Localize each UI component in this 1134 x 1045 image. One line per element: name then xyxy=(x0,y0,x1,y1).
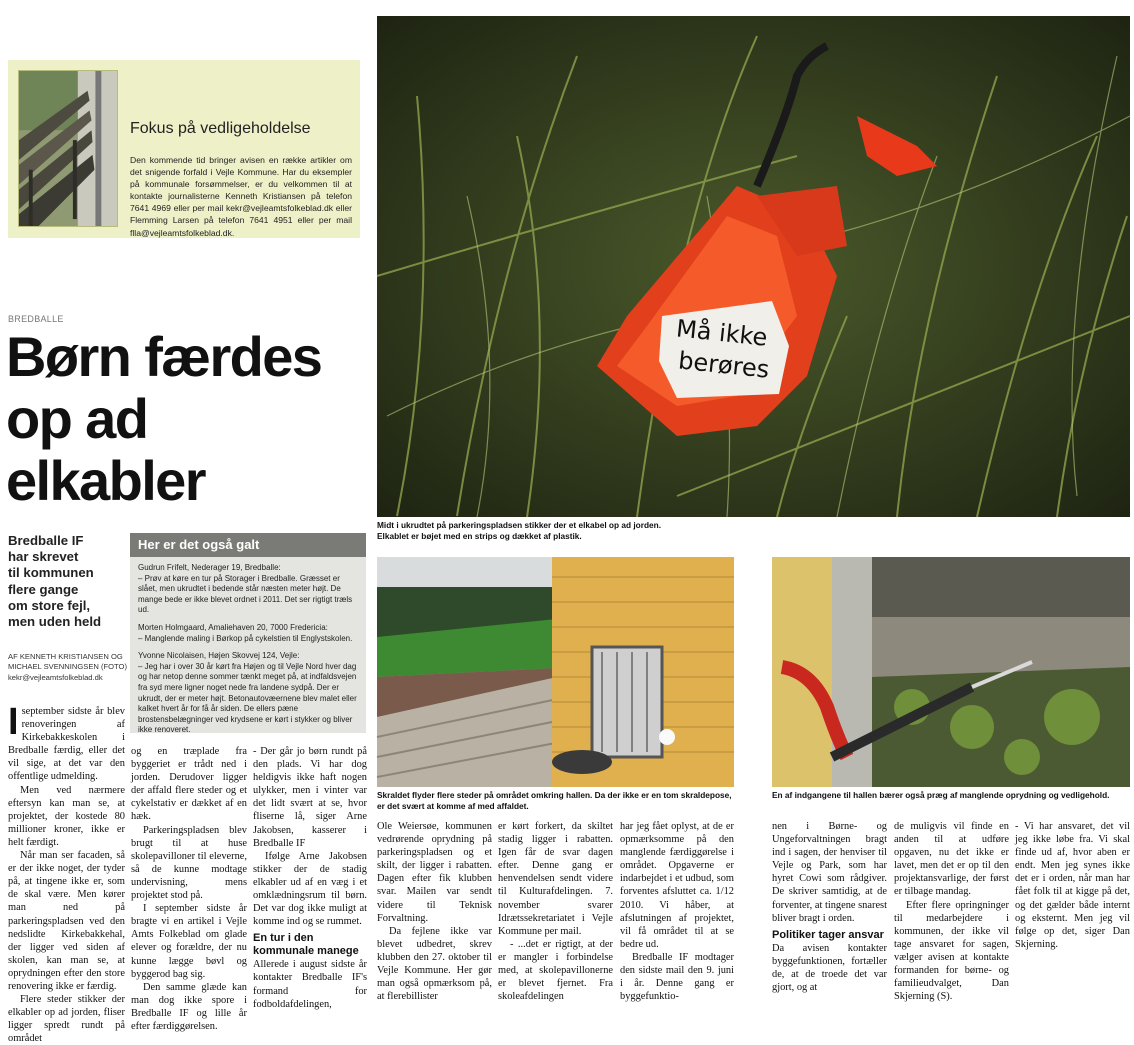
byline-authors: AF KENNETH KRISTIANSEN OG xyxy=(8,652,123,661)
headline xyxy=(6,326,366,512)
sidebar-title: Her er det også galt xyxy=(130,533,366,557)
article-paragraph: Bredballe IF modtager den sidste mail den 9. juni i år. Denne gang er byggefunktio- xyxy=(620,951,734,1003)
article-paragraph: og en træplade fra byggeriet er trådt ned i jorden. Derudover ligger der affald flere steder og et cykelstativ er dækket af en hæk. xyxy=(131,746,247,823)
sidebar-entry xyxy=(138,563,358,616)
main-photo xyxy=(377,16,1130,517)
main-photo-caption xyxy=(377,520,1130,542)
byline-email: kekr@vejleamtsfolkeblad.dk xyxy=(8,672,103,682)
caption-line: Midt i ukrudtet på parkeringspladsen stikker der et elkabel op ad jorden. xyxy=(377,520,662,530)
sidebar-box xyxy=(130,533,366,733)
section-label: BREDBALLE xyxy=(8,314,64,324)
article-paragraph: Den samme glæde kan man dog ikke spore i Bredballe IF og lille år efter færdiggørelsen. xyxy=(131,981,247,1032)
article-paragraph: Ole Weiersøe, kommunen vedrørende oprydning på parkeringspladsen og et skilt, der ligger i rabatten. Dagen efter fik klubben svar. Mailen var sendt videre til Teknisk Forvaltning. xyxy=(377,821,492,924)
article-column-5 xyxy=(498,820,613,1003)
article-paragraph: Efter flere opringninger til medarbejdere i kommunen, der ikke vil tage ansvaret for sagen, vælger avisen at kontakte formanden for børne- og familieudvalget, Dan Skjerning (S). xyxy=(894,899,1009,1003)
byline-photo: MICHAEL SVENNINGSEN (FOTO) xyxy=(8,662,127,672)
sidebar-entry xyxy=(138,623,358,644)
article-paragraph: Flere steder stikker der elkabler op ad jorden, fliser ligger spredt rundt på området xyxy=(8,994,125,1045)
sign-text-line1: Må ikke xyxy=(674,314,769,352)
caption-line: er det svært at komme af med affaldet. xyxy=(377,801,529,811)
article-paragraph: Da fejlene ikke var blevet udbedret, skrev klubben den 27. oktober til Vejle Kommune. Her gør man også opmærksom på, at flerebillister xyxy=(377,925,492,1003)
sidebar-entry-text: – Prøv at køre en tur på Storager i Bredballe. Græsset er slået, men ukrudtet i bedende står næsten meter højt. De mange bede er ikke blevet ordnet i 2011. Det ser rigtigt træls ud. xyxy=(138,573,353,615)
article-paragraph: - Vi har ansvaret, det vil jeg ikke løbe fra. Vi skal finde ud af, hvor aben er endt. Men jeg synes ikke det er i orden, når man har fået folk til at kigge på det, og det gælder både internt og eksternt. Men jeg vil følge op det, siger Dan Skjerning. xyxy=(1015,821,1130,950)
sidebar-entry xyxy=(138,651,358,736)
article-paragraph: september sidste år blev renoveringen af Kirkebakkeskolen i Bredballe færdig, eller det vil sige, at det var den offentlige udmelding. xyxy=(8,706,125,783)
article-column-4 xyxy=(377,820,492,1003)
trash-photo xyxy=(377,557,734,787)
subhead-line: har skrevet xyxy=(8,549,79,565)
subhead-line: om store fejl, xyxy=(8,597,91,613)
article-column-6 xyxy=(620,820,734,1003)
article-column-2 xyxy=(131,745,247,1032)
article-column-8 xyxy=(894,820,1009,1003)
article-paragraph: - Der går jo børn rundt på den plads. Vi har dog heldigvis ikke haft nogen ulykker, men i vinter var det lidt svært at se, hvor fliserne lå, siger Arne Jakobsen, kasserer i Bredballe IF xyxy=(253,746,367,849)
article-paragraph: I september sidste år bragte vi en artikel i Vejle Amts Folkeblad om glade elever og forældre, der nu kunne lægge bøvl og byggerod bag sig. xyxy=(131,903,247,980)
headline-line: elkabler xyxy=(6,449,205,512)
article-paragraph: har jeg fået oplyst, at de er opmærksomme på den manglende færdiggørelse i området. Opgaverne er indarbejdet i et udbud, som forventes afsluttet ca. 1/12 2010. Vi håber, at afslutningen af projektet, vil få området til at se bedre ud. xyxy=(620,821,734,950)
sidebar-entry-name: Gudrun Frifelt, Nederager 19, Bredballe: xyxy=(138,563,281,572)
subhead-line: men uden held xyxy=(8,614,102,630)
article-column-9 xyxy=(1015,820,1130,960)
headline-line: Børn færdes xyxy=(6,325,322,388)
focus-box-title: Fokus på vedligeholdelse xyxy=(130,120,311,137)
subhead-line: Bredballe IF xyxy=(8,533,84,548)
sidebar-entry-name: Morten Holmgaard, Amaliehaven 20, 7000 Fredericia: xyxy=(138,622,328,632)
article-paragraph: Når man ser facaden, så er der ikke noget, der tyder på, at tingene ikke er, som de skal være. Men kører man ned på parkeringspladsen ved den nedslidte Kirkebakkehal, der ligger ved siden af skolen, kan man se, at oprydningen efter den store renovering ikke er færdig. xyxy=(8,850,125,992)
bench-photo xyxy=(18,70,118,227)
caption-line: Elkablet er bøjet med en strips og dækket af plastik. xyxy=(377,531,582,541)
sign-text-line2: berøres xyxy=(677,346,771,384)
article-paragraph: nen i Børne- og Ungeforvaltningen bragt ind i sagen, der henviser til Vejle og Park, som har hyret Cowi som rådgiver. De skriver samtidig, at de forventer, at tingene snarest bliver bragt i orden. xyxy=(772,821,887,924)
article-column-7 xyxy=(772,820,887,994)
article-paragraph: Allerede i august sidste år kontakter Bredballe IF's formand for fodboldafdelingen, xyxy=(253,959,367,1010)
article-paragraph: Ifølge Arne Jakobsen stikker der de stadig elkabler ud af en væg i et omklædningsrum til børn. Det var dog ikke muligt at komme ind og se rummet. xyxy=(253,850,367,928)
dropcap: I xyxy=(8,701,19,743)
subhead xyxy=(8,533,128,630)
sidebar-entry-name: Yvonne Nicolaisen, Højen Skovvej 124, Vejle: xyxy=(138,651,300,661)
article-paragraph: Parkeringspladsen blev brugt til at huse skolepavilloner til eleverne, så de kunne modtage undervisning, mens projektet stod på. xyxy=(131,824,247,902)
entrance-photo-caption xyxy=(772,790,1130,801)
article-paragraph: er kørt forkert, da skiltet stadig ligger i rabatten. Igen får de svar dagen efter. Denne gang er henvendelsen sendt videre til Kulturafdelingen. 7. november svarer Idrætssekretariatet i Vejle Kommune per mail. xyxy=(498,821,613,937)
subhead-line: til kommunen xyxy=(8,565,94,581)
article-subheading: Politiker tager ansvar xyxy=(772,928,884,941)
sidebar-entry-text: – Manglende maling i Børkop på cykelstien til Englystskolen. xyxy=(138,633,353,643)
article-paragraph: Men ved nærmere eftersyn kan man se, at projektet, der kostede 80 millioner kroner, ikke er helt færdigt. xyxy=(8,784,125,848)
article-paragraph: Da avisen kontakter byggefunktionen, fortæller de, at de troede det var gjort, og at xyxy=(772,942,887,994)
byline xyxy=(8,652,127,683)
article-paragraph: de muligvis vil finde en anden til at udføre opgaven, nu det ikke er lavet, men det er op til den projektansvarlige, der først er tilbage mandag. xyxy=(894,821,1009,898)
focus-box-text: Den kommende tid bringer avisen en række artikler om det snigende forfald i Vejle Kommune. Har du eksempler på kommunale forsømmelser, er du velkommen til at kontakte journalisterne Kenneth Kristiansen på telefon 7641 4969 eller per mail kekr@vejleamtsfolkeblad.dk eller Flemming Larsen på telefon 7641 4951 eller per mail flla@vejleamtsfolkeblad.dk. xyxy=(130,155,352,238)
caption-line: Skraldet flyder flere steder på området omkring hallen. Da der ikke er en tom skraldepose, xyxy=(377,790,732,800)
article-paragraph: - ...det er rigtigt, at der er mangler i forbindelse med, at skolepavillonerne er blevet fjernet. Fra skoleafdelingen xyxy=(498,938,613,1003)
trash-photo-caption xyxy=(377,790,734,812)
article-column-1 xyxy=(8,701,125,1045)
article-column-3 xyxy=(253,745,367,1010)
article-subheading: En tur i den kommunale manege xyxy=(253,932,359,958)
subhead-line: flere gange xyxy=(8,581,79,597)
sidebar-entry-text: – Jeg har i over 30 år kørt fra Højen og til Vejle Nord hver dag og har netop denne sommer tænkt meget på, at indfaldsvejen fra syd mere ligner noget nede fra landene sydpå. Der er ukrudt, der er meter højt. Betonautovæernene blev malet eller kalket hvert år for få år siden. De ellers pæne brostensbelægninger ved krydsene er kørt i stykker og bliver ikke renoveret. xyxy=(138,661,357,735)
entrance-photo xyxy=(772,557,1130,787)
caption-line: En af indgangene til hallen bærer også præg af manglende oprydning og vedligehold. xyxy=(772,790,1110,800)
focus-box xyxy=(8,60,360,238)
headline-line: op ad xyxy=(6,387,148,450)
